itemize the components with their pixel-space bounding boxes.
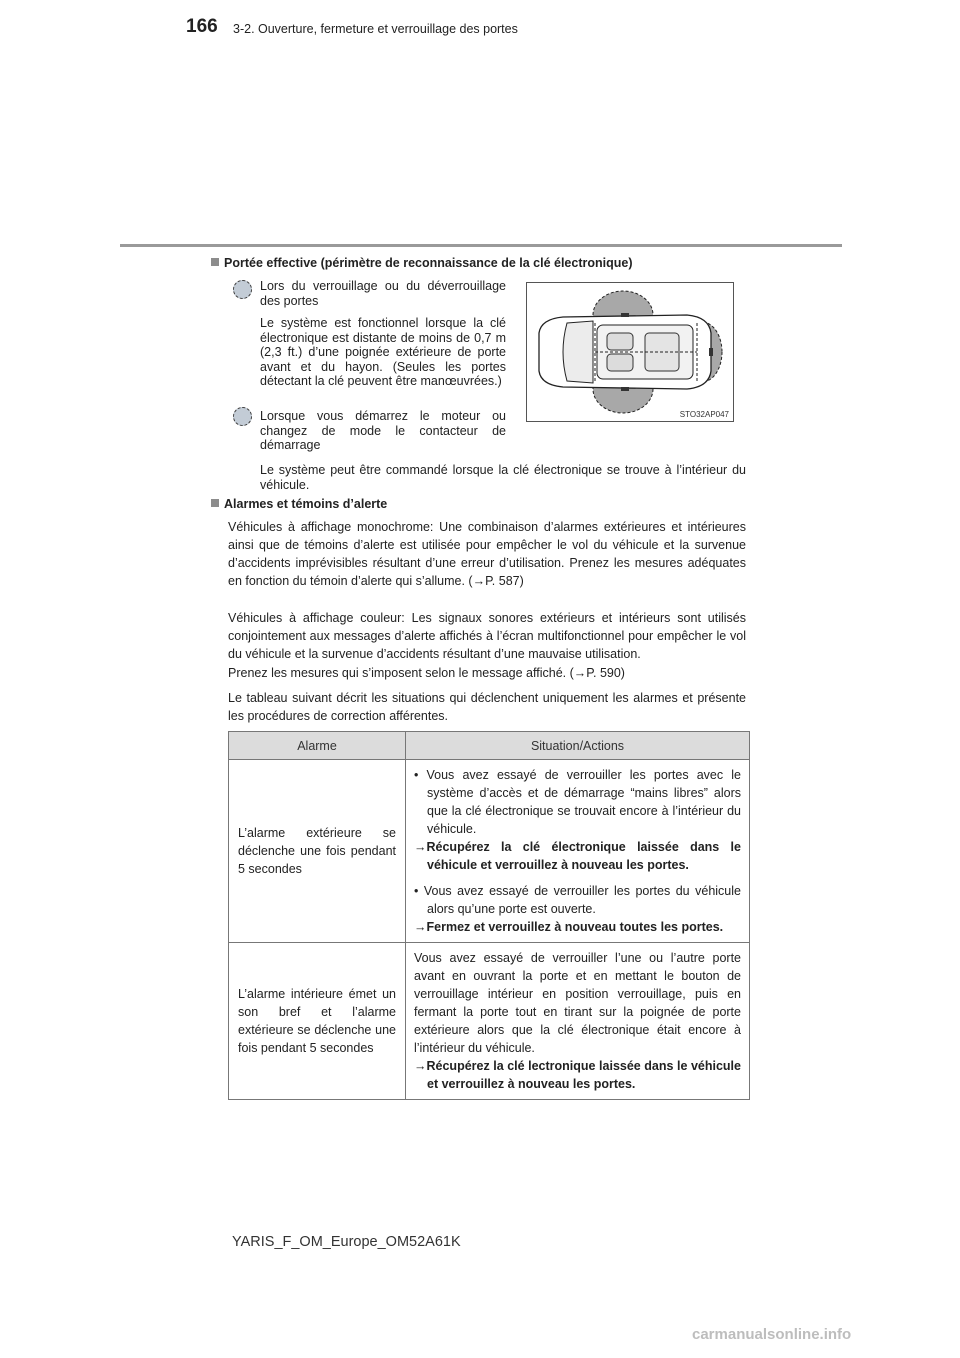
para-table-intro: Le tableau suivant décrit les situations qui déclenchent uniquement les alarmes et présente les procédures de correction afférentes. (228, 691, 746, 723)
situation-bullet: • Vous avez essayé de verrouiller les portes avec le système d’accès et de démarrage “mains libres” alors que la clé électronique se trouvait encore à l’intérieur du véhicule. (414, 768, 741, 836)
footer-doc-code: YARIS_F_OM_Europe_OM52A61K (232, 1234, 461, 1250)
car-range-figure (526, 282, 734, 422)
col-header-alarm: Alarme (229, 732, 406, 760)
section-title: 3-2. Ouverture, fermeture et verrouillage des portes (233, 22, 518, 36)
item2-label: Lorsque vous démarrez le moteur ou changez de mode le contacteur de démarrage (260, 409, 506, 452)
tailgate-handle (709, 348, 713, 356)
para-color: Véhicules à affichage couleur: Les signaux sonores extérieurs et intérieurs sont utilisés conjointement aux messages d’alerte affichés à l’écran multifonctionnel pour empêcher le vol du véhicule et la survenue d’accidents résultant d’une mauvaise utilisation. (228, 611, 746, 661)
col-header-situation: Situation/Actions (406, 732, 750, 760)
interior-circle-icon (233, 407, 252, 426)
table-row (229, 760, 750, 943)
car-top-view-illustration (527, 283, 733, 421)
situation-cell (406, 760, 750, 943)
situation-text: Vous avez essayé de verrouiller l’une ou l’autre porte avant en ouvrant la porte et en mettant le bouton de verrouillage intérieur en position verrouillage, puis en fermant la porte tout en tirant sur la poignée de porte extérieure alors que la clé électronique était encore à l’intérieur du véhicule. (414, 951, 741, 1055)
header-rule (120, 244, 842, 247)
car-hood (563, 321, 593, 383)
item1-text: Le système est fonctionnel lorsque la clé électronique est distante de moins de 0,7 m (2,3 ft.) d’une poignée extérieure de porte avant et du hayon. (Seules les portes détectant la clé peuvent être manœuvrées.) (260, 316, 506, 388)
situation-bullet: • Vous avez essayé de verrouiller les portes du véhicule alors qu’une porte est ouverte. (414, 884, 741, 916)
para-monochrome: Véhicules à affichage monochrome: Une combinaison d’alarmes extérieures et intérieures ainsi que de témoins d’alerte est utilisée pour empêcher le vol du véhicule et la survenue d’accidents imprévisibles résultant d’une erreur d’utilisation. Prenez les mesures adéquates en fonction du témoin d’alerte qui s’allume. (→P. 587) (228, 520, 746, 588)
heading-effective-range: Portée effective (périmètre de reconnaissance de la clé électronique) (211, 256, 633, 270)
watermark: carmanualsonline.info (692, 1326, 852, 1343)
table-row (229, 943, 750, 1100)
front-seat-left (607, 333, 633, 350)
action-text: →Fermez et verrouillez à nouveau toutes les portes. (414, 920, 724, 934)
alarm-cell: L’alarme intérieure émet un son bref et l’alarme extérieure se déclenche une fois pendant 5 secondes (229, 943, 406, 1100)
item1-label: Lors du verrouillage ou du déverrouillage des portes (260, 279, 506, 308)
action-text: →Récupérez la clé lectronique laissée dans le véhicule et verrouillez à nouveau les portes. (414, 1059, 741, 1091)
table-header-row (229, 732, 750, 760)
heading-alarms: Alarmes et témoins d’alerte (211, 497, 387, 511)
range-circle-icon (233, 280, 252, 299)
front-seat-right (607, 354, 633, 371)
alarm-table (228, 731, 750, 1100)
right-door-handle (621, 387, 629, 391)
action-text: →Récupérez la clé électronique laissée dans le véhicule et verrouillez à nouveau les portes. (414, 840, 741, 872)
para-color-action: Prenez les mesures qui s’imposent selon le message affiché. (→P. 590) (228, 666, 625, 680)
figure-code: STO32AP047 (679, 410, 729, 419)
item2-text: Le système peut être commandé lorsque la clé électronique se trouve à l’intérieur du véhicule. (260, 463, 746, 492)
page-number: 166 (186, 16, 218, 37)
situation-cell (406, 943, 750, 1100)
square-bullet-icon (211, 499, 219, 507)
alarm-cell: L’alarme extérieure se déclenche une fois pendant 5 secondes (229, 760, 406, 943)
square-bullet-icon (211, 258, 219, 266)
left-door-handle (621, 313, 629, 317)
